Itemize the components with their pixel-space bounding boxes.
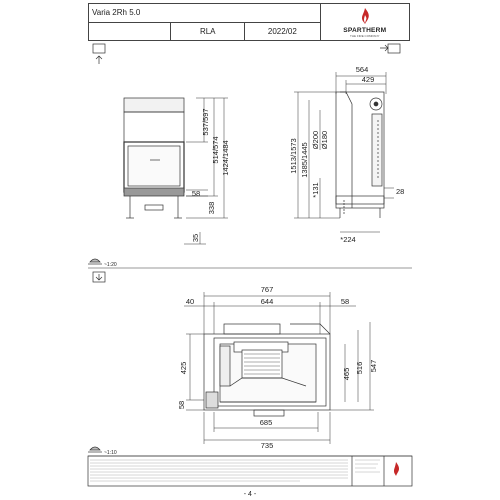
front-view [124,98,184,218]
dim-front-338: 338 [207,201,216,215]
brand-tagline: THE FIRE COMPANY [350,33,380,38]
scale-marker-2 [88,447,102,452]
scale-label-1: ~1:20 [104,262,117,268]
drawing-date: 2022/02 [245,22,320,41]
footer-flame-icon [394,462,399,476]
dim-front-58: 58 [191,189,201,198]
dim-front-1424: 1424/1484 [221,140,230,176]
plan-view [204,324,330,416]
dim-plan-767: 767 [260,285,274,294]
view-indicator-side [388,44,400,53]
dim-side-28: 28 [396,187,405,196]
page-number: - 4 - [243,491,257,498]
dim-plan-58: 58 [340,297,350,306]
dim-plan-685: 685 [259,418,273,427]
dim-side-131: *131 [311,182,320,198]
dim-side-564: 564 [355,65,369,74]
dim-side-d180: Ø180 [320,130,329,150]
arrow-up-icon [96,56,102,64]
legal-box [88,456,412,486]
dim-plan-644: 644 [260,297,274,306]
dim-front-537: 537/597 [201,108,210,136]
dim-plan-516: 516 [355,361,364,375]
side-view [336,92,384,218]
dim-side-1513: 1513/1573 [289,138,298,174]
dim-plan-547: 547 [369,359,378,373]
dim-side-429: 429 [361,75,375,84]
dim-plan-40: 40 [185,297,195,306]
variant-code: RLA [171,22,245,41]
dim-side-d200: Ø200 [311,130,320,150]
scale-label-2: ~1:10 [104,450,117,456]
dim-front-514: 514/574 [211,136,220,164]
arrow-down-icon [96,274,102,280]
brand-name: SPARTHERM [343,26,387,34]
view-indicator-front [93,44,105,53]
scale-marker-1 [88,259,102,264]
dim-side-224: *224 [340,235,356,244]
dim-side-1385: 1385/1445 [300,142,309,178]
dim-plan-735: 735 [260,441,274,450]
dim-front-35: 35 [191,233,200,243]
arrow-right-icon [380,45,388,51]
dim-plan-58-left: 58 [177,400,186,410]
dim-plan-425: 425 [179,361,188,375]
product-name: Varia 2Rh 5.0 [89,4,321,23]
legal-small-print [90,460,380,481]
dim-plan-465: 465 [342,367,351,381]
